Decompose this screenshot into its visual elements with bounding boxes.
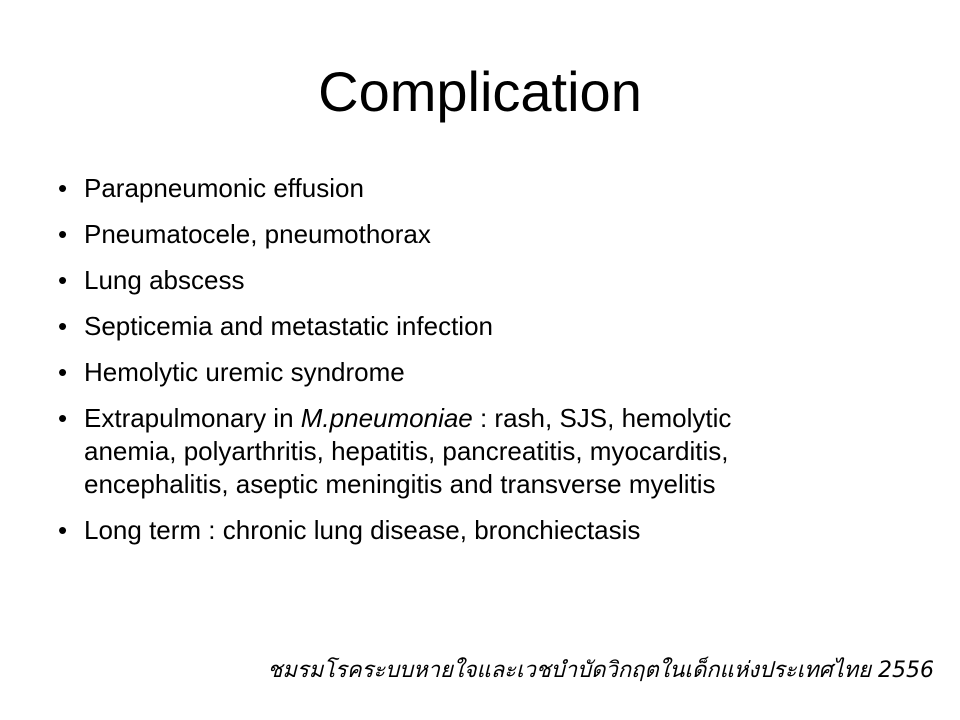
bullet-text: Septicemia and metastatic infection: [84, 311, 493, 341]
bullet-item: [58, 218, 918, 251]
bullet-text: Parapneumonic effusion: [84, 173, 364, 203]
bullet-item: [58, 172, 918, 205]
bullet-item: [58, 310, 918, 343]
bullet-item-extrapulmonary: [58, 402, 918, 501]
extrapulmonary-line1-suffix: : rash, SJS, hemolytic: [472, 403, 732, 433]
bullet-icon: •: [58, 515, 68, 545]
bullet-text: Lung abscess: [84, 265, 245, 295]
extrapulmonary-line-3: encephalitis, aseptic meningitis and transverse myelitis: [84, 469, 716, 499]
bullet-item: [58, 264, 918, 297]
extrapulmonary-prefix: Extrapulmonary in: [84, 403, 301, 433]
footer-credit: ชมรมโรคระบบหายใจและเวชบำบัดวิกฤตในเด็กแห่งประเทศไทย 2556: [267, 658, 934, 683]
bullet-icon: •: [58, 403, 68, 433]
bullet-icon: •: [58, 311, 68, 341]
extrapulmonary-line-1: [84, 402, 918, 435]
bullet-text: Long term : chronic lung disease, bronchiectasis: [84, 515, 641, 545]
bullet-icon: •: [58, 357, 68, 387]
bullet-item: [58, 514, 918, 547]
bullet-icon: •: [58, 265, 68, 295]
slide-title: Complication: [318, 60, 642, 123]
organism-name: M.pneumoniae: [300, 403, 473, 433]
bullet-text: Hemolytic uremic syndrome: [84, 357, 405, 387]
bullet-icon: •: [58, 219, 68, 249]
extrapulmonary-line-2: anemia, polyarthritis, hepatitis, pancreatitis, myocarditis,: [84, 436, 729, 466]
bullet-list: [58, 172, 918, 560]
bullet-text: Pneumatocele, pneumothorax: [84, 219, 431, 249]
bullet-item: [58, 356, 918, 389]
bullet-icon: •: [58, 173, 68, 203]
